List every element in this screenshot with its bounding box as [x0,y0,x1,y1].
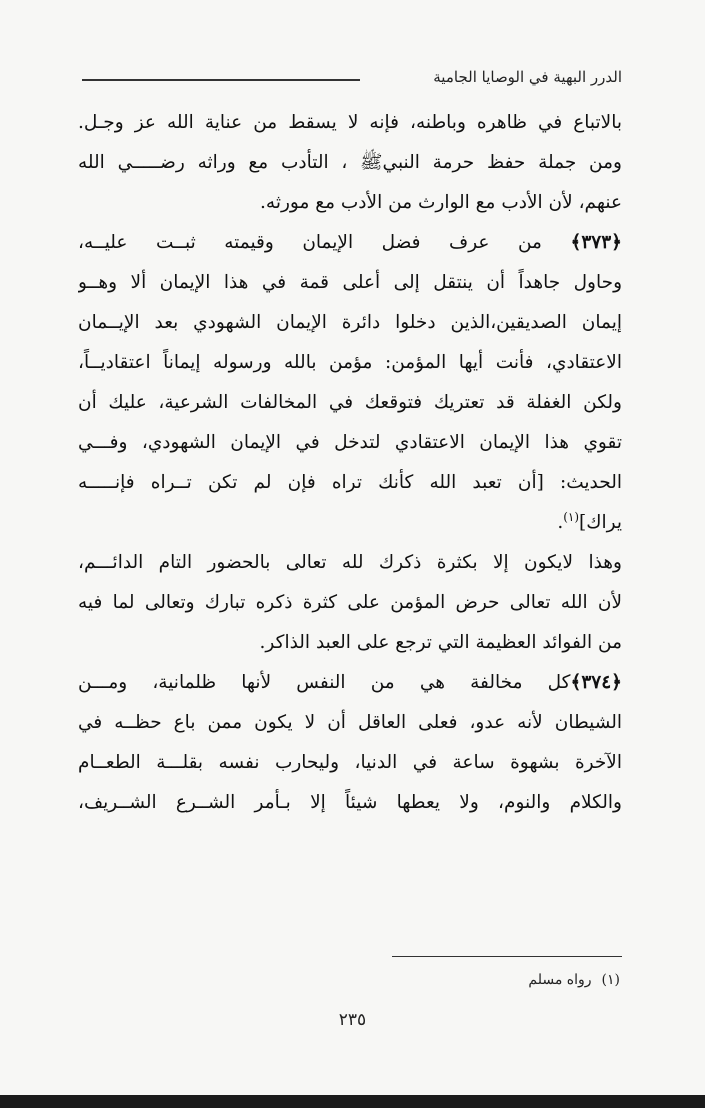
text-line: الشيطان لأنه عدو، فعلى العاقل أن لا يكون ممن باع حظــه في [78,712,622,733]
text-line-content: كل مخالفة هي من النفس لأنها ظلمانية، ومـــن [78,672,571,693]
body-text [78,103,622,823]
paragraph-number-374: ﴿٣٧٤﴾ [570,672,622,693]
text-line [78,663,622,703]
running-header-title: الدرر البهية في الوصايا الجامية [433,68,622,86]
footnote-text: رواه مسلم [528,972,592,988]
text-line: عنهم، لأن الأدب مع الوارث من الأدب مع مورثه. [260,192,622,213]
text-line: وهذا لايكون إلا بكثرة ذكرك لله تعالى بالحضور التام الدائـــم، [78,552,622,573]
text-line: الحديث: [أن تعبد الله كأنك تراه فإن لم تكن تــراه فإنـــــه [78,472,622,493]
header-rule [82,79,360,81]
page-number: ٢٣٥ [338,1010,367,1030]
text-line: من الفوائد العظيمة التي ترجع على العبد الذاكر. [259,632,622,653]
text-line-content: يراك] [579,512,622,533]
text-line-content: من عرف فضل الإيمان وقيمته ثبــت عليــه، [78,232,542,253]
text-line: ومن جملة حفظ حرمة النبيﷺ ، التأدب مع وراثه رضـــــي الله [78,152,622,173]
footnote-rule [392,956,622,957]
text-line: والكلام والنوم، ولا يعطها شيئاً إلا بـأمر الشــرع الشــريف، [78,792,622,813]
text-line: الاعتقادي، فأنت أيها المؤمن: مؤمن بالله ورسوله إيماناً اعتقاديــاً، [78,352,622,373]
text-line: وحاول جاهداً أن ينتقل إلى أعلى قمة في هذا الإيمان ألا وهــو [78,272,622,293]
text-line: تقوي هذا الإيمان الاعتقادي لتدخل في الإيمان الشهودي، وفـــي [78,432,622,453]
text-line [78,223,622,263]
paragraph-number-373: ﴿٣٧٣﴾ [570,232,622,253]
text-line: بالاتباع في ظاهره وباطنه، فإنه لا يسقط من عناية الله عز وجـل. [78,112,622,133]
footnote-reference: (١) [563,509,580,524]
text-line: ولكن الغفلة قد تعتريك فتوقعك في المخالفات الشرعية، عليك أن [78,392,622,413]
text-line: لأن الله تعالى حرض المؤمن على كثرة ذكره تبارك وتعالى لما فيه [78,592,622,613]
scan-bottom-edge [0,1095,705,1108]
text-line: الآخرة بشهوة ساعة في الدنيا، وليحارب نفسه بقلـــة الطعــام [78,752,622,773]
text-line: يراك]$^{(١)}$. [557,509,622,533]
footnote [300,972,620,988]
text-line: إيمان الصديقين،الذين دخلوا دائرة الإيمان الشهودي بعد الإيــمان [78,312,622,333]
footnote-number: (١) [601,972,620,988]
running-header [82,66,622,100]
